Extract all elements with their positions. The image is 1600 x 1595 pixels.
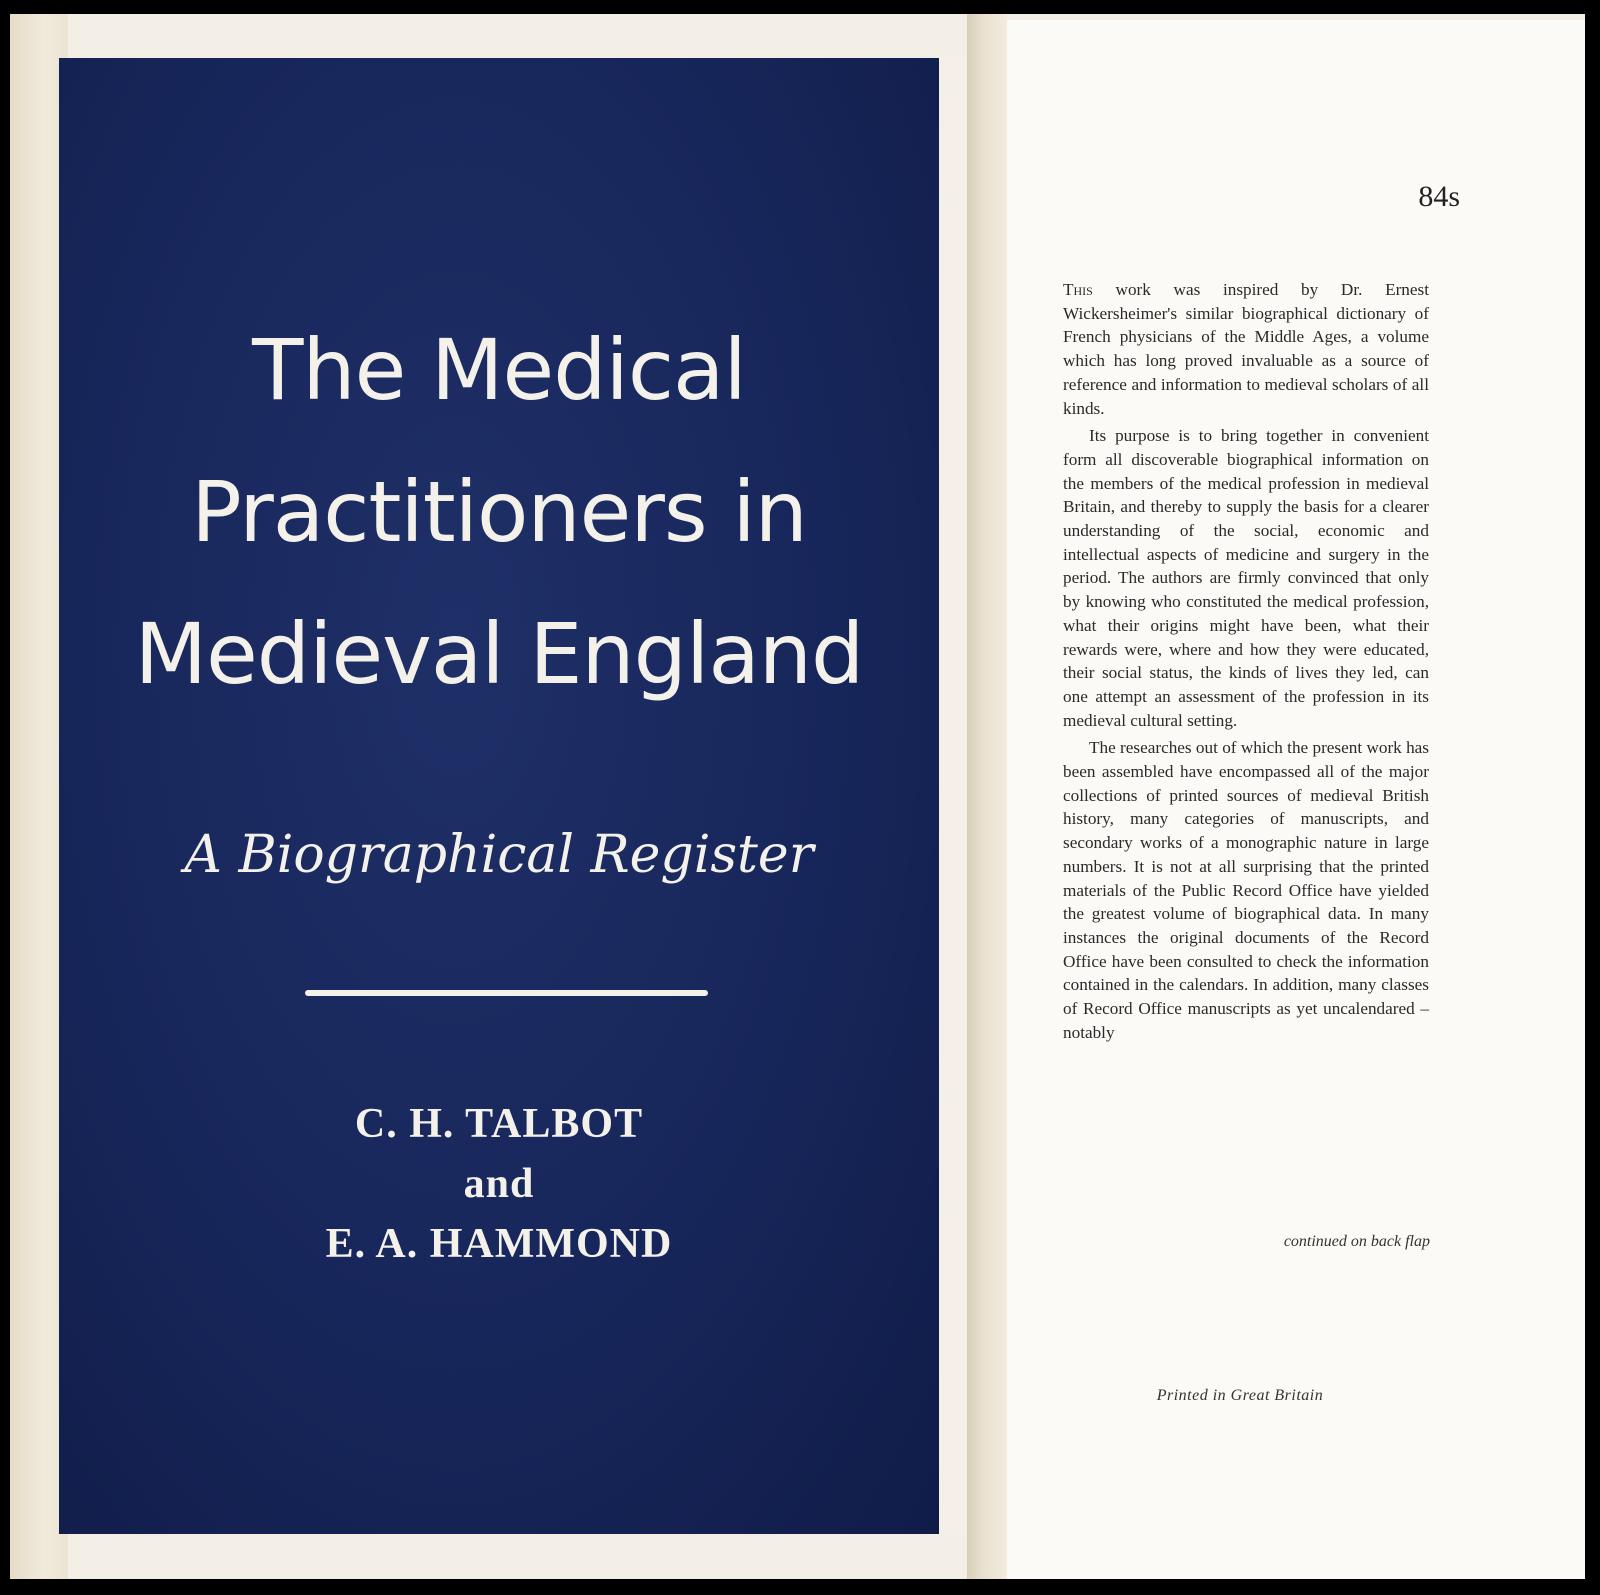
blurb-paragraph-1: [1063, 278, 1429, 420]
continued-note: continued on back flap: [1283, 1233, 1430, 1250]
title-line-1: The Medical: [252, 321, 746, 419]
printed-note: Printed in Great Britain: [1156, 1387, 1324, 1404]
blurb-lead: This: [1063, 280, 1093, 299]
flap-fold: [967, 14, 1007, 1579]
cover-subtitle: A Biographical Register: [184, 825, 814, 885]
author-2: E. A. HAMMOND: [325, 1221, 673, 1267]
title-line-3: Medieval England: [134, 605, 864, 703]
cover-divider: [305, 990, 708, 996]
cover-title: [59, 321, 939, 419]
cover-title-2: [59, 463, 939, 561]
title-line-2: Practitioners in: [191, 463, 807, 561]
cover-title-3: [59, 605, 939, 703]
front-cover-panel: [59, 58, 969, 1534]
price-label: 84s: [1418, 180, 1460, 213]
author-and: and: [463, 1161, 535, 1207]
blurb-paragraph-1-text: work was inspired by Dr. Ernest Wickersheimer's similar biographical dictionary of French physicians of the Middle Ages, a volume which has long proved invaluable as a source of reference and information to medieval scholars of all kinds.: [1063, 280, 1429, 418]
blurb-paragraph-2: Its purpose is to bring together in convenient form all discoverable biographical information on the members of the medical profession in medieval Britain, and thereby to supply the basis for a clearer understanding of the social, economic and intellectual aspects of medicine and surgery in the period. The authors are firmly convinced that only by knowing who constituted the medical profession, what their origins might have been, what their rewards were, where and how they were educated, their social status, the kinds of lives they led, can one attempt an assessment of the profession in its medieval cultural setting.: [1063, 426, 1429, 730]
blurb-paragraph-3: The researches out of which the present work has been assembled have encompassed all of the major collections of printed sources of medieval British history, many categories of manuscripts, and secondary works of a monographic nature in large numbers. It is not at all surprising that the printed materials of the Public Record Office have yielded the greatest volume of biographical data. In many instances the original documents of the Record Office have been consulted to check the information contained in the calendars. In addition, many classes of Record Office manuscripts as yet uncalendared – notably: [1063, 738, 1429, 1042]
flap-blurb: [1063, 278, 1429, 1049]
author-1: C. H. TALBOT: [354, 1101, 644, 1147]
